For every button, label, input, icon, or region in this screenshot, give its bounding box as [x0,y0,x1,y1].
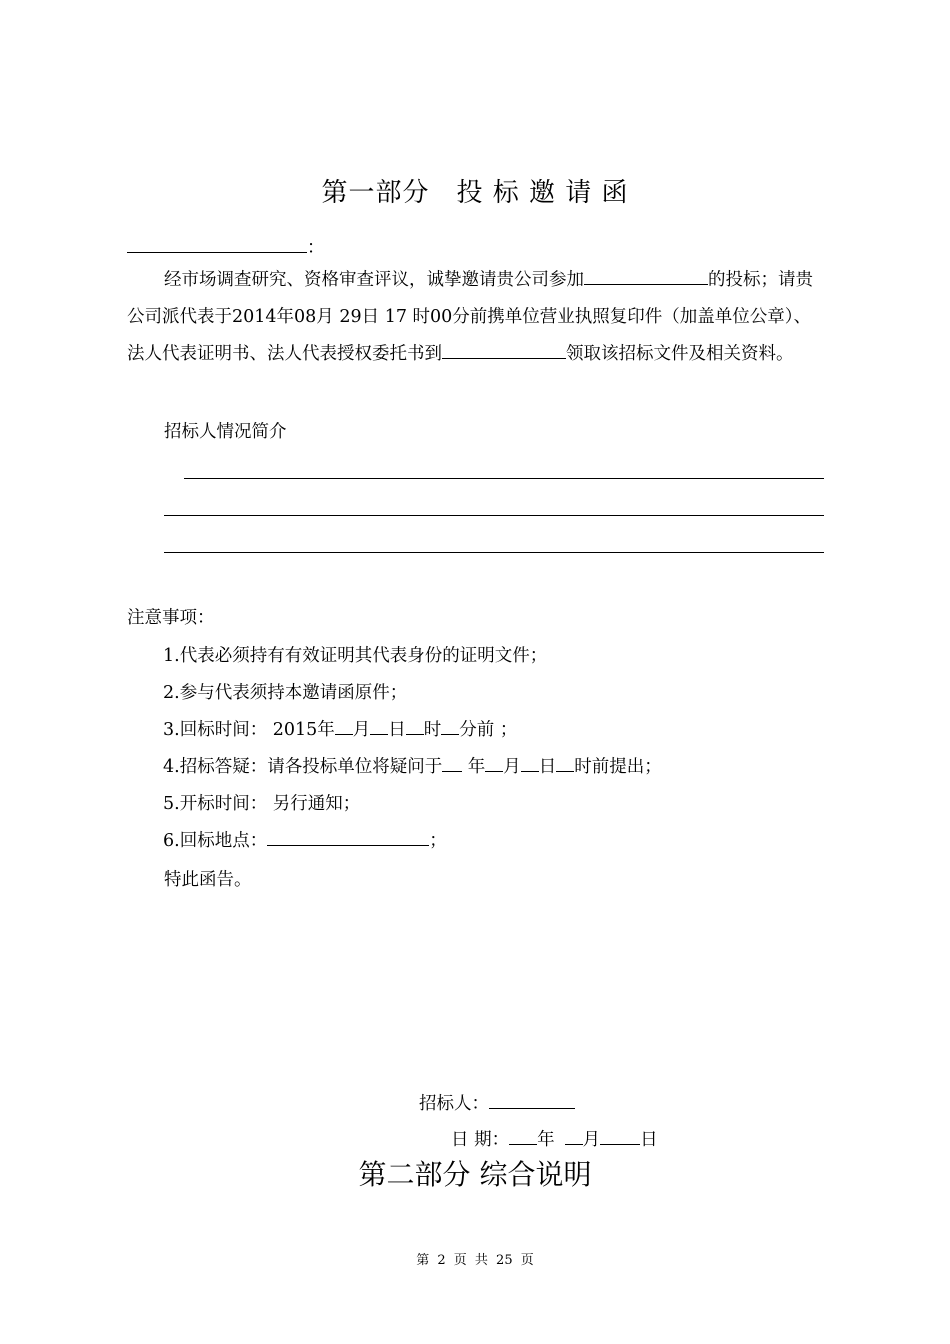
recipient-blank [127,234,307,253]
notes-heading: 注意事项： [127,608,215,628]
note-4-text-e: 时前提出； [574,757,662,777]
blank [370,716,388,735]
note-4-text-a: 4.招标答疑：请各投标单位将疑问于 [163,757,443,777]
blank [406,716,424,735]
location-blank [442,340,566,359]
note-6-text-b: ； [429,831,447,851]
project-blank [584,266,708,285]
note-4-text-b: 年 [462,757,486,777]
invitation-paragraph [127,262,827,373]
bidder-blank [489,1090,575,1109]
note-4 [163,749,662,786]
paragraph-text-2: 的投标；请贵公司派代表于2014年08月 29日 17 时00分前携单位营业执照复印件（加盖单位公章）、法人代表证明书、法人代表授权委托书到 [127,270,813,364]
return-location-blank [267,827,429,846]
year-blank [509,1126,537,1145]
note-3-text-a: 3.回标时间： 2015年 [163,720,335,740]
part2-title: 第二部分 综合说明 [358,1158,592,1191]
note-3-text-d: 时 [423,720,442,740]
bidder-label: 招标人： [419,1094,489,1114]
year-label: 年 [537,1130,555,1150]
note-3-text-c: 日 [388,720,406,740]
intro-label: 招标人情况简介 [164,422,287,442]
note-3-text-b: 月 [352,720,371,740]
page-footer: 第 2 页 共 25 页 [416,1253,534,1268]
part1-title: 第一部分 投 标 邀 请 函 [321,178,629,208]
note-3-text-e: 分前 ； [459,720,518,740]
note-4-text-c: 月 [503,757,521,777]
month-blank [565,1126,583,1145]
note-6-text-a: 6.回标地点： [163,831,268,851]
paragraph-text-3: 领取该招标文件及相关资料。 [566,344,794,364]
note-2: 2.参与代表须持本邀请函原件； [163,683,408,703]
paragraph-text-1: 经市场调查研究、资格审查评议，诚挚邀请贵公司参加 [164,270,584,290]
note-3 [163,712,517,749]
salutation [127,234,325,259]
month-label: 月 [582,1130,601,1150]
blank [441,716,459,735]
bidder-signature [419,1086,575,1123]
closing-text: 特此函告。 [164,870,252,890]
note-1: 1.代表必须持有有效证明其代表身份的证明文件； [163,646,548,666]
note-4-text-d: 日 [538,757,557,777]
day-label: 日 [640,1130,658,1150]
blank [556,753,574,772]
salutation-colon: ： [307,238,325,258]
blank [521,753,539,772]
intro-line-3 [164,552,824,553]
day-blank [600,1126,640,1145]
blank [442,753,462,772]
blank [485,753,503,772]
note-5: 5.开标时间： 另行通知； [163,794,361,814]
note-6 [163,823,447,860]
date-label: 日 期： [451,1130,510,1150]
blank [335,716,353,735]
intro-line-2 [164,515,824,516]
intro-line-1 [184,478,824,479]
